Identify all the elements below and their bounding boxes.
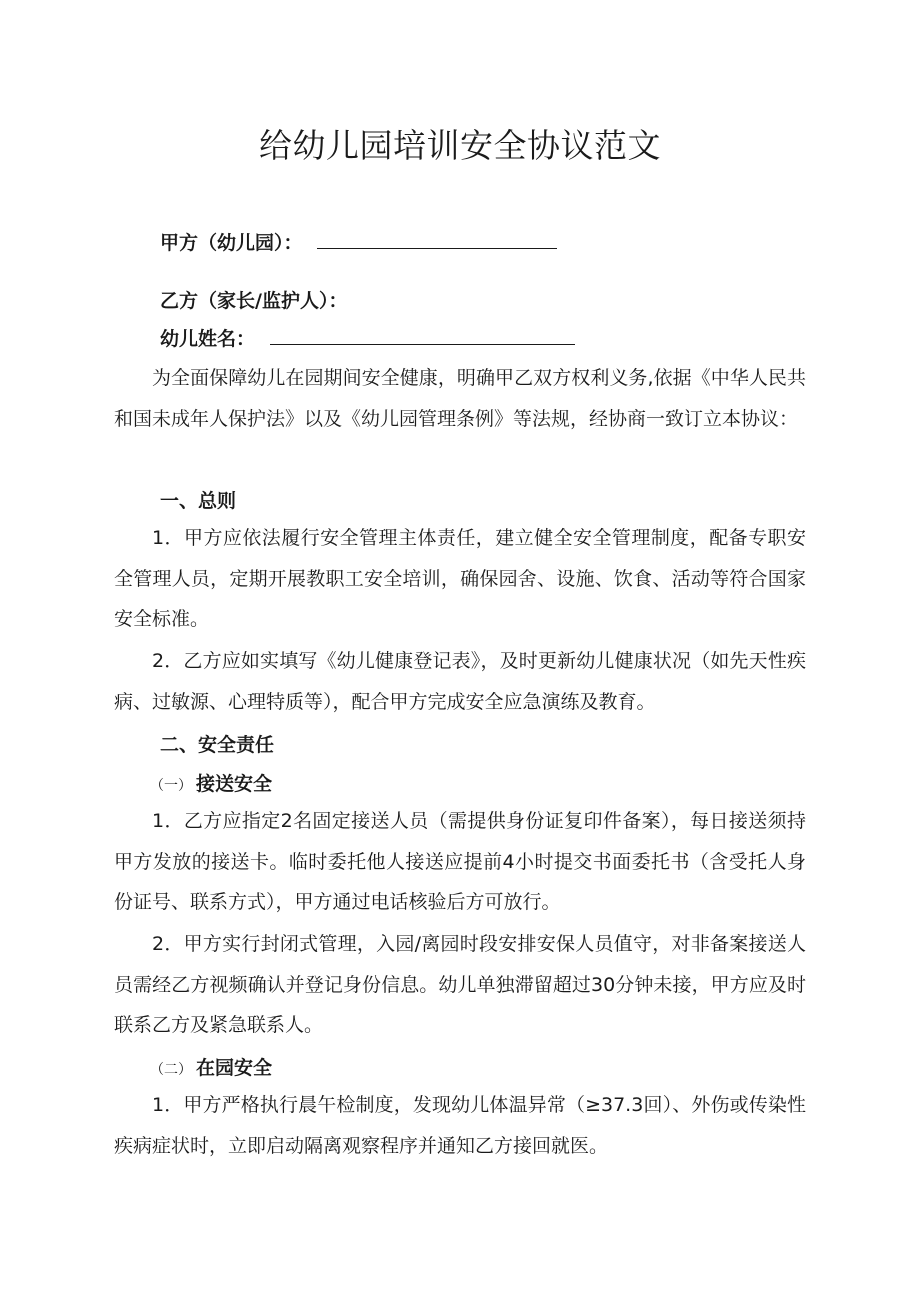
party-a-blank-line — [317, 230, 557, 249]
in-school-item-1: 1．甲方严格执行晨午检制度，发现幼儿体温异常（≥37.3回）、外伤或传染性疾病症状时，立即启动隔离观察程序并通知乙方接回就医。 — [114, 1094, 806, 1157]
subsection-pickup-number: （一） — [150, 778, 192, 794]
intro-paragraph: 为全面保障幼儿在园期间安全健康，明确甲乙双方权利义务,依据《中华人民共和国未成年人保护法》以及《幼儿园管理条例》等法规，经协商一致订立本协议： — [114, 367, 806, 430]
party-a-label: 甲方（幼儿园）： — [160, 232, 303, 254]
child-name-field — [160, 324, 575, 351]
section-1-item-1: 1．甲方应依法履行安全管理主体责任，建立健全安全管理制度，配备专职安全管理人员，定期开展教职工安全培训，确保园舍、设施、饮食、活动等符合国家安全标准。 — [114, 527, 806, 630]
section-1-item-2: 2．乙方应如实填写《幼儿健康登记表》，及时更新幼儿健康状况（如先天性疾病、过敏源、心理特质等），配合甲方完成安全应急演练及教育。 — [114, 650, 806, 713]
subsection-in-school-number: （二） — [150, 1062, 192, 1078]
child-name-blank-line — [270, 326, 575, 345]
child-name-label: 幼儿姓名： — [160, 328, 256, 350]
subsection-pickup-label: 接送安全 — [196, 773, 273, 795]
party-a-field — [160, 228, 557, 255]
subsection-in-school-label: 在园安全 — [196, 1057, 273, 1079]
document-title: 给幼儿园培训安全协议范文 — [259, 126, 661, 165]
section-1-heading: 一、总则 — [160, 490, 237, 512]
party-b-label: 乙方（家长/监护人）： — [160, 290, 348, 312]
party-b-field — [160, 286, 347, 313]
subsection-in-school-heading — [150, 1053, 272, 1080]
subsection-pickup-heading — [150, 769, 272, 796]
pickup-item-1: 1．乙方应指定2名固定接送人员（需提供身份证复印件备案），每日接送须持甲方发放的接送卡。临时委托他人接送应提前4小时提交书面委托书（含受托人身份证号、联系方式），甲方通过电话核验后方可放行。 — [114, 810, 806, 913]
pickup-item-2: 2．甲方实行封闭式管理，入园/离园时段安排安保人员值守，对非备案接送人员需经乙方视频确认并登记身份信息。幼儿单独滞留超过30分钟未接，甲方应及时联系乙方及紧急联系人。 — [114, 933, 806, 1036]
section-2-heading: 二、安全责任 — [160, 734, 275, 756]
